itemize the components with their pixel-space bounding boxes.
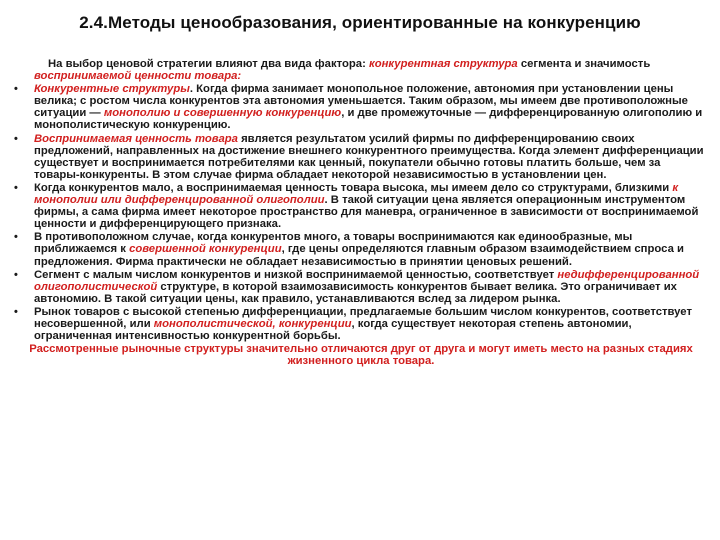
bullet-icon: • bbox=[14, 268, 18, 281]
intro-text-2: сегмента и значимость bbox=[517, 58, 651, 70]
bullet-icon: • bbox=[14, 231, 18, 244]
bullet-icon: • bbox=[14, 305, 18, 318]
intro-text-1: На выбор ценовой стратегии влияют два вида фактора: bbox=[48, 58, 369, 70]
bullet-4-highlight-1: совершенной конкуренции bbox=[129, 243, 282, 256]
bullet-1-highlight-2: монополию и совершенную конкуренцию bbox=[103, 107, 342, 120]
bullet-6-highlight-1: монополистической, конкуренции bbox=[153, 317, 352, 330]
bullet-item-3 bbox=[14, 182, 708, 230]
bullet-4-text-2: , где цены определяются главным образом взаимодействием спроса и предложения. Фирма практически не обладает независимостью в принятии ценовых решений. bbox=[34, 243, 684, 268]
bullet-1-highlight-1: Конкурентные структуры bbox=[34, 83, 190, 96]
intro-paragraph bbox=[14, 58, 708, 82]
bullet-3-text-2: . В такой ситуации цена является операционным инструментом фирмы, а сама фирма имеет некоторое пространство для маневра, ограниченное в зависимости от воспринимаемой ценности и дифференцирующего признака. bbox=[34, 194, 699, 231]
bullet-5-text-1: Сегмент с малым числом конкурентов и низкой воспринимаемой ценностью, соответствует bbox=[34, 268, 558, 281]
bullet-6-text-1: Рынок товаров с высокой степенью дифференциации, предлагаемые большим числом конкурентов, соответствует несовершенной, или bbox=[34, 305, 692, 330]
bullet-icon: • bbox=[14, 83, 18, 96]
bullet-item-2 bbox=[14, 133, 708, 181]
bullet-item-6 bbox=[14, 306, 708, 342]
bullet-2-text-1: является результатом усилий фирмы по дифференцированию своих предложений, направленных на достижение внешнего конкурентного преимущества. Когда элемент дифференциации существует и воспринимается потребителями как ценный, покупатели обычно готовы платить больше, чем за товары-конкуренты. В этом случае фирма обладает некоторой независимостью в установлении цен. bbox=[34, 132, 704, 181]
slide-title: 2.4.Методы ценообразования, ориентированные на конкуренцию bbox=[79, 13, 641, 32]
bullet-6-text-2: , когда существует некоторая степень автономии, ограниченная интенсивностью конкурентной борьбы. bbox=[34, 317, 632, 343]
slide-body bbox=[14, 58, 708, 367]
bullet-1-text-1: . Когда фирма занимает монопольное положение, автономия при установлении цены велика; с ростом числа конкурентов эта автономия уменьшается. Таким образом, мы имеем две противоположные ситуации — bbox=[34, 83, 688, 120]
bullet-item-5 bbox=[14, 269, 708, 305]
bullet-5-highlight-1: недифференцированной олигополистической bbox=[34, 268, 700, 293]
bullet-item-4 bbox=[14, 231, 708, 267]
bullet-2-highlight-1: Воспринимаемая ценность товара bbox=[34, 132, 238, 145]
bullet-4-text-1: В противоположном случае, когда конкурентов много, а товары воспринимаются как единообразные, мы приближаемся к bbox=[34, 231, 633, 256]
bullet-3-text-1: Когда конкурентов мало, а воспринимаемая ценность товара высока, мы имеем дело со структурами, близкими bbox=[34, 181, 673, 194]
intro-highlight-1: конкурентная структура bbox=[368, 58, 518, 70]
bullet-3-highlight-1: к монополии или дифференцированной олигополии bbox=[34, 181, 679, 207]
bullet-icon: • bbox=[14, 132, 18, 145]
bullet-list bbox=[14, 83, 708, 342]
bullet-1-text-2: , и две промежуточные — дифференцированную олигополию и монополистическую конкуренцию. bbox=[34, 107, 703, 132]
bullet-item-1 bbox=[14, 83, 708, 131]
intro-highlight-2: воспринимаемой ценности товара: bbox=[34, 70, 242, 83]
conclusion-text: Рассмотренные рыночные структуры значительно отличаются друг от друга и могут иметь место на разных стадиях жизненного цикла товара. bbox=[29, 343, 693, 368]
bullet-icon: • bbox=[14, 181, 18, 194]
bullet-5-text-2: структуре, в которой взаимозависимость конкурентов бывает велика. Это ограничивает их автономию. В такой ситуации цены, как правило, устанавливаются вслед за лидером рынка. bbox=[34, 280, 677, 305]
